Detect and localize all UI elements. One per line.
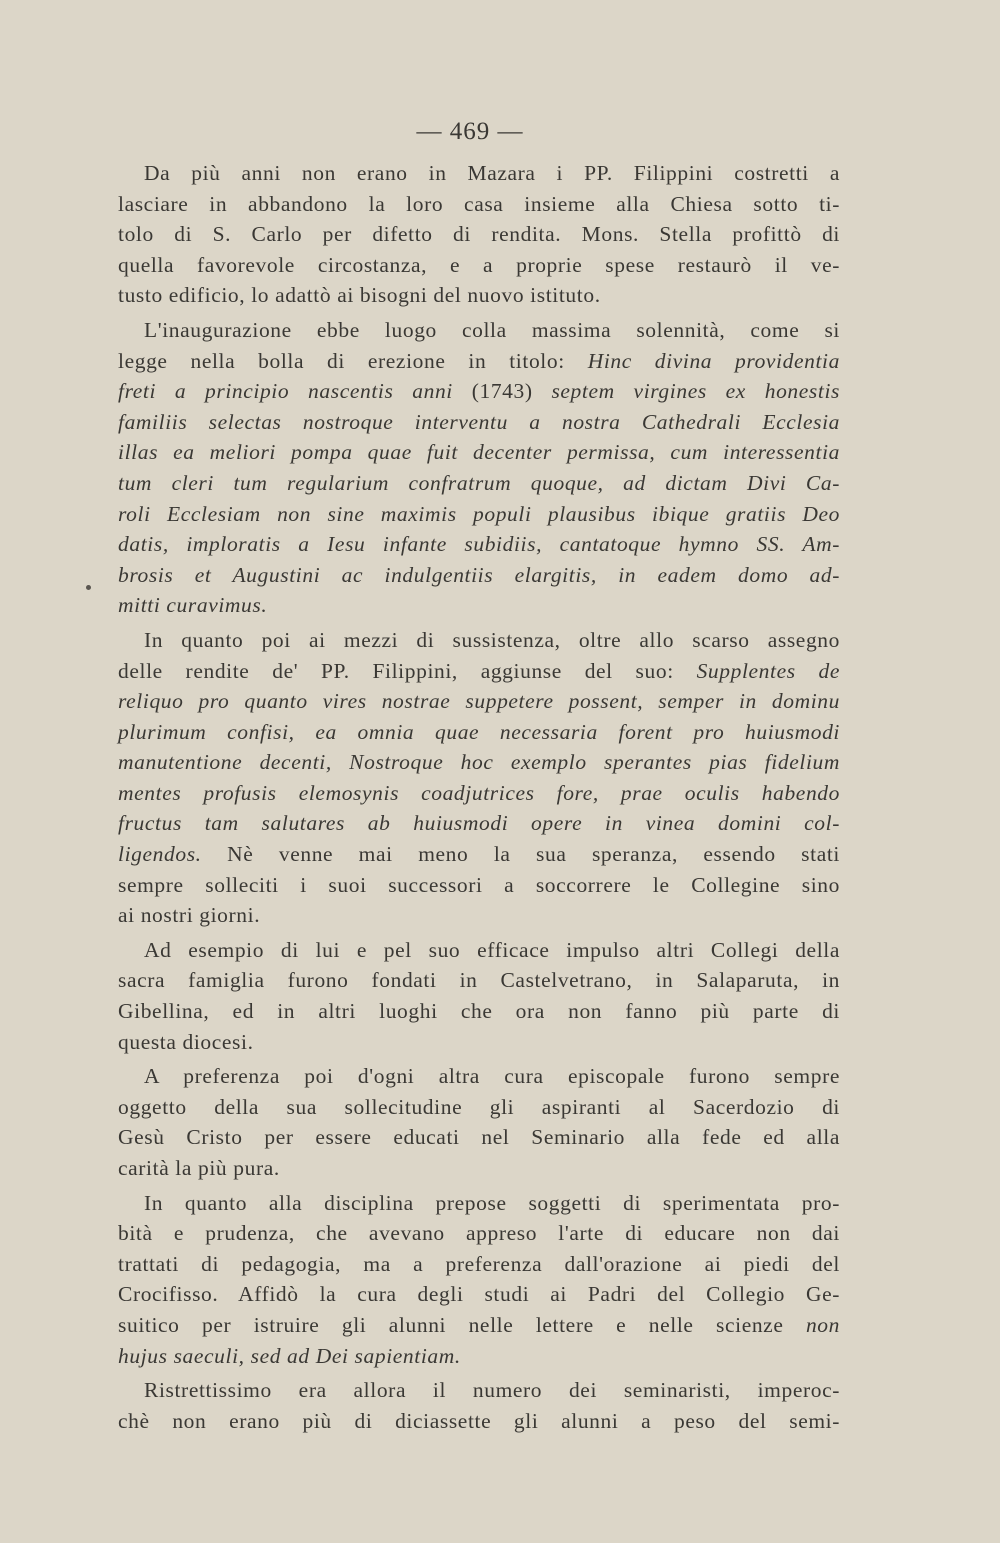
- text-segment: Da più anni non erano in Mazara i PP. Filippini costretti a: [144, 161, 840, 185]
- margin-dot: [86, 585, 91, 590]
- paragraph: [118, 315, 840, 621]
- text-line: [118, 468, 840, 499]
- latin-quote-segment: freti a principio nascentis anni: [118, 379, 472, 404]
- text-segment: A preferenza poi d'ogni altra cura episcopale furono sempre: [144, 1064, 840, 1089]
- latin-quote-segment: non: [805, 1312, 840, 1337]
- text-segment: tolo di S. Carlo per difetto di rendita. Mons. Stella profittò di: [118, 222, 840, 247]
- text-segment: ai nostri giorni.: [118, 903, 261, 928]
- latin-quote-segment: illas ea meliori pompa quae fuit decenter permissa, cum interessentia: [118, 440, 840, 465]
- latin-quote-segment: septem virgines ex honestis: [551, 379, 840, 404]
- text-line: [118, 560, 840, 591]
- text-segment: quella favorevole circostanza, e a proprie spese restaurò il ve-: [118, 252, 840, 277]
- text-segment: bità e prudenza, che avevano appreso l'arte di educare non dai: [118, 1221, 840, 1246]
- latin-quote-segment: datis, imploratis a Iesu infante subidiis, cantatoque hymno SS. Am-: [118, 532, 840, 557]
- text-line: [118, 656, 840, 687]
- latin-quote-segment: reliquo pro quanto vires nostrae suppetere possent, semper in dominu: [118, 689, 840, 714]
- text-line: [118, 250, 840, 281]
- text-line: [118, 407, 840, 438]
- latin-quote-segment: ligendos.: [118, 842, 202, 867]
- text-segment: carità la più pura.: [118, 1156, 280, 1180]
- latin-quote-segment: brosis et Augustini ac indulgentiis elargitis, in eadem domo ad-: [118, 562, 840, 587]
- text-line: [118, 219, 840, 250]
- text-segment: Gibellina, ed in altri luoghi che ora non fanno più parte di: [118, 999, 840, 1024]
- text-line: [118, 499, 840, 530]
- latin-quote-segment: fructus tam salutares ab huiusmodi opere in vinea domini col-: [118, 811, 840, 836]
- page-number: — 469 —: [416, 118, 524, 145]
- text-line: [118, 1188, 840, 1219]
- text-line: [118, 1341, 840, 1372]
- text-segment: tusto edificio, lo adattò ai bisogni del nuovo istituto.: [118, 283, 601, 308]
- paragraph: [118, 935, 840, 1057]
- text-line: [118, 996, 840, 1027]
- text-line: [118, 346, 840, 377]
- text-line: [118, 280, 840, 311]
- text-line: [118, 1122, 840, 1153]
- text-line: [118, 1027, 840, 1058]
- latin-quote-segment: Supplentes de: [696, 658, 840, 683]
- text-segment: Ristrettissimo era allora il numero dei seminaristi, imperoc-: [144, 1378, 840, 1403]
- text-segment: L'inaugurazione ebbe luogo colla massima solennità, come si: [144, 317, 840, 342]
- text-line: [118, 1375, 840, 1406]
- text-segment: questa diocesi.: [118, 1029, 254, 1054]
- text-segment: trattati di pedagogia, ma a preferenza dall'orazione ai piedi del: [118, 1251, 840, 1276]
- text-line: [118, 1406, 840, 1437]
- latin-quote-segment: plurimum confisi, ea omnia quae necessaria forent pro huiusmodi: [118, 719, 840, 744]
- text-line: [118, 717, 840, 748]
- text-segment: (1743): [471, 379, 552, 404]
- text-segment: sempre solleciti i suoi successori a soccorrere le Collegine sino: [118, 872, 840, 897]
- text-line: [118, 1061, 840, 1092]
- text-line: [118, 1153, 840, 1184]
- text-line: [118, 376, 840, 407]
- latin-quote-segment: roli Ecclesiam non sine maximis populi plausibus ibique gratiis Deo: [118, 501, 840, 526]
- text-segment: chè non erano più di diciassette gli alunni a peso del semi-: [118, 1408, 840, 1433]
- text-line: [118, 965, 840, 996]
- text-segment: Crocifisso. Affidò la cura degli studi ai Padri del Collegio Ge-: [118, 1282, 840, 1307]
- text-line: [118, 1092, 840, 1123]
- latin-quote-segment: tum cleri tum regularium confratrum quoque, ad dictam Divi Ca-: [118, 470, 840, 495]
- paragraph: [118, 1188, 840, 1372]
- text-segment: oggetto della sua sollecitudine gli aspiranti al Sacerdozio di: [118, 1094, 840, 1119]
- text-segment: lasciare in abbandono la loro casa insieme alla Chiesa sotto ti-: [118, 191, 840, 216]
- latin-quote-segment: hujus saeculi, sed ad Dei sapientiam.: [118, 1343, 461, 1368]
- text-segment: Nè venne mai meno la sua speranza, essendo stati: [201, 842, 840, 867]
- text-line: [118, 839, 840, 870]
- text-segment: legge nella bolla di erezione in titolo:: [118, 348, 588, 373]
- text-line: [118, 778, 840, 809]
- text-line: [118, 935, 840, 966]
- text-segment: suitico per istruire gli alunni nelle lettere e nelle scienze: [118, 1312, 806, 1337]
- text-line: [118, 590, 840, 621]
- text-line: [118, 900, 840, 931]
- paragraph: [118, 158, 840, 311]
- text-line: [118, 747, 840, 778]
- body-text: [118, 158, 840, 1436]
- text-segment: delle rendite de' PP. Filippini, aggiunse del suo:: [118, 658, 697, 683]
- text-segment: In quanto poi ai mezzi di sussistenza, oltre allo scarso assegno: [144, 627, 840, 652]
- latin-quote-segment: manutentione decenti, Nostroque hoc exemplo sperantes pias fidelium: [118, 750, 840, 775]
- text-line: [118, 808, 840, 839]
- text-line: [118, 158, 840, 189]
- latin-quote-segment: mentes profusis elemosynis coadjutrices fore, prae oculis habendo: [118, 780, 840, 805]
- text-line: [118, 625, 840, 656]
- text-segment: In quanto alla disciplina prepose soggetti di sperimentata pro-: [144, 1190, 840, 1215]
- text-line: [118, 529, 840, 560]
- latin-quote-segment: Hinc divina providentia: [587, 348, 840, 373]
- paragraph: [118, 1375, 840, 1436]
- text-line: [118, 1218, 840, 1249]
- text-line: [118, 315, 840, 346]
- text-line: [118, 870, 840, 901]
- text-line: [118, 1310, 840, 1341]
- latin-quote-segment: mitti curavimus.: [118, 593, 268, 618]
- text-segment: sacra famiglia furono fondati in Castelvetrano, in Salaparuta, in: [118, 968, 840, 993]
- text-segment: Ad esempio di lui e pel suo efficace impulso altri Collegi della: [144, 937, 840, 962]
- paragraph: [118, 625, 840, 931]
- text-segment: Gesù Cristo per essere educati nel Seminario alla fede ed alla: [118, 1125, 840, 1150]
- latin-quote-segment: familiis selectas nostroque interventu a nostra Cathedrali Ecclesia: [118, 409, 840, 434]
- text-line: [118, 686, 840, 717]
- text-line: [118, 1249, 840, 1280]
- paragraph: [118, 1061, 840, 1183]
- text-line: [118, 189, 840, 220]
- text-line: [118, 1279, 840, 1310]
- text-line: [118, 437, 840, 468]
